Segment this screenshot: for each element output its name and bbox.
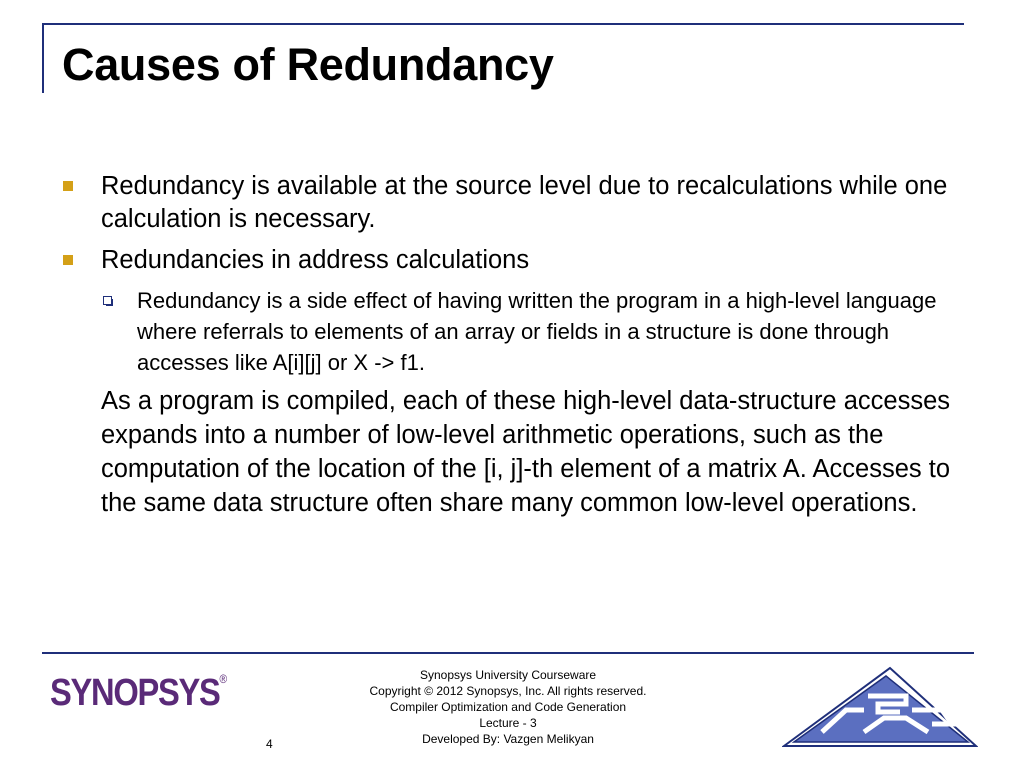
university-emblem-icon: [782, 666, 978, 748]
page-number: 4: [266, 737, 273, 751]
slide-title: Causes of Redundancy: [62, 39, 554, 90]
footer-credits: [300, 667, 716, 747]
sub-bullet-item: [137, 285, 970, 378]
body-paragraph: As a program is compiled, each of these high-level data-structure accesses expands into a number of low-level arithmetic operations, such as the computation of the location of the [i, j]-th element of a matrix A. Accesses to the same data structure often share many common low-level operations.: [101, 387, 951, 517]
bullet-item: [70, 170, 970, 236]
credit-line: Synopsys University Courseware: [419, 668, 597, 682]
bullet-text: Redundancies in address calculations: [101, 246, 530, 274]
credit-line: Developed By: Vazgen Melikyan: [422, 732, 594, 746]
bullet-text: Redundancy is available at the source level due to recalculations while one calculation is necessary.: [101, 172, 948, 233]
square-bullet-icon: [63, 181, 73, 191]
registered-mark: ®: [219, 672, 226, 686]
credit-line: Copyright © 2012 Synopsys, Inc. All rights reserved.: [369, 684, 647, 698]
left-border-line: [42, 23, 44, 93]
footer-divider: [42, 652, 974, 654]
square-bullet-icon: [63, 255, 73, 265]
checkbox-bullet-icon: [103, 296, 112, 305]
credit-line: Compiler Optimization and Code Generation: [389, 700, 627, 714]
credit-line: Lecture - 3: [479, 716, 537, 730]
top-border-line: [42, 23, 964, 25]
bullet-item: [70, 244, 970, 277]
slide-body: [70, 170, 970, 520]
synopsys-logo: SYNOPSYS®: [50, 672, 226, 714]
sub-bullet-text: Redundancy is a side effect of having written the program in a high-level language where referrals to elements of an array or fields in a structure is done through accesses like A[i][j] or X -> f1.: [137, 288, 937, 375]
